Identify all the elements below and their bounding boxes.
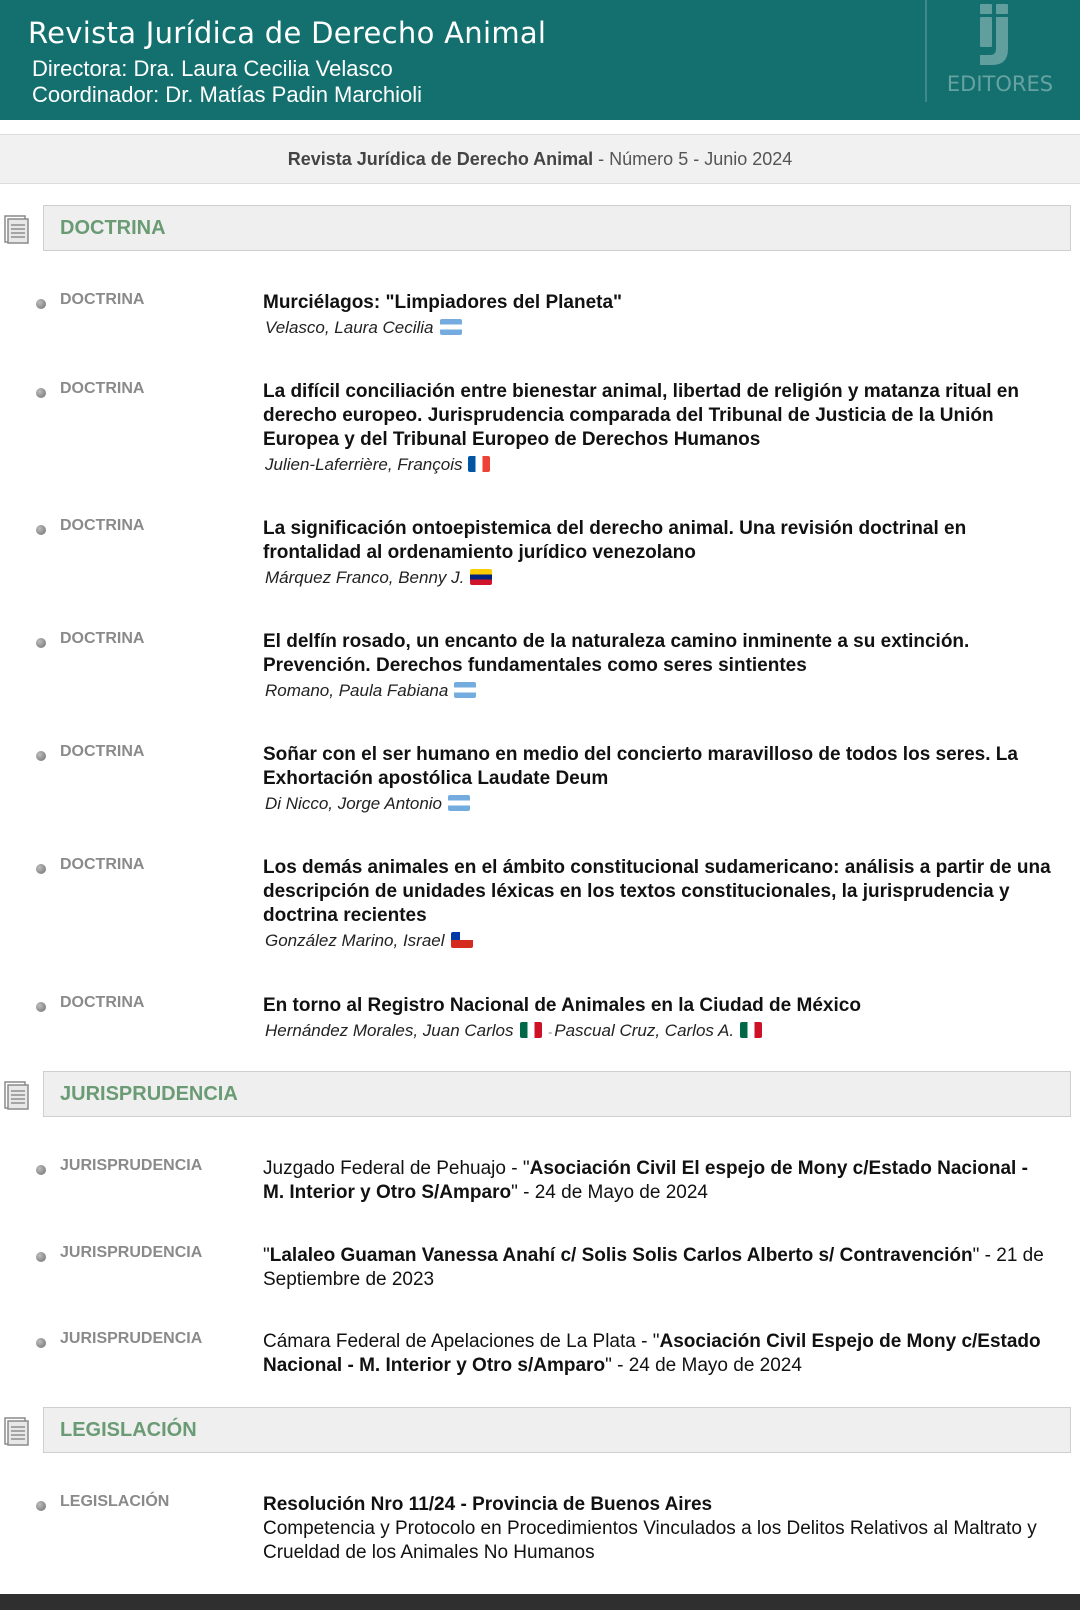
directora-line: Directora: Dra. Laura Cecilia Velasco — [32, 56, 393, 81]
issue-bar — [0, 134, 1080, 184]
section-title: JURISPRUDENCIA — [60, 1083, 238, 1105]
item-category: DOCTRINA — [60, 743, 145, 760]
author-name[interactable]: Velasco, Laura Cecilia — [265, 318, 434, 337]
author-line — [265, 1018, 1053, 1045]
coordinador-line: Coordinador: Dr. Matías Padin Marchioli — [32, 82, 423, 107]
bullet-icon — [36, 525, 46, 535]
item-category: JURISPRUDENCIA — [60, 1157, 203, 1174]
case-link[interactable] — [263, 1157, 1053, 1205]
publisher-name: EDITORES — [946, 72, 1054, 96]
author-line — [265, 791, 1053, 817]
item-category: DOCTRINA — [60, 856, 145, 873]
argentina-flag-icon — [440, 319, 462, 335]
argentina-flag-icon — [454, 682, 476, 698]
document-stack-icon — [4, 1415, 30, 1447]
article-title-link[interactable]: La difícil conciliación entre bienestar animal, libertad de religión y matanza ritual en derecho europeo. Jurisprudencia comparada del Tribunal de Justicia de la Unión Europea y del Tribunal Europeo de Derechos Humanos — [263, 381, 1019, 450]
section-title: DOCTRINA — [60, 217, 166, 239]
footer-bar — [0, 1594, 1080, 1610]
author-line — [265, 928, 1053, 954]
legislation-subtitle: Competencia y Protocolo en Procedimientos Vinculados a los Delitos Relativos al Maltrato y Crueldad de los Animales No Humanos — [263, 1518, 1037, 1563]
bullet-icon — [36, 1002, 46, 1012]
argentina-flag-icon — [448, 795, 470, 811]
bullet-icon — [36, 751, 46, 761]
author-name[interactable]: Julien-Laferrière, François — [265, 455, 463, 474]
author-line — [265, 565, 1053, 591]
section-header-jurisprudencia — [0, 1071, 1080, 1117]
item-category: LEGISLACIÓN — [60, 1493, 170, 1510]
bullet-icon — [36, 1501, 46, 1511]
item-category: DOCTRINA — [60, 994, 145, 1011]
legislation-title-link[interactable]: Resolución Nro 11/24 - Provincia de Buenos Aires — [263, 1494, 713, 1515]
case-date: " - 21 de Septiembre de 2023 — [263, 1245, 1044, 1290]
section-title: LEGISLACIÓN — [60, 1419, 197, 1441]
item-category: DOCTRINA — [60, 291, 145, 308]
france-flag-icon — [468, 456, 490, 472]
author-name[interactable]: Romano, Paula Fabiana — [265, 681, 449, 700]
journal-header — [0, 0, 1080, 120]
case-link[interactable] — [263, 1244, 1053, 1292]
header-divider — [925, 0, 927, 102]
journal-title: Revista Jurídica de Derecho Animal — [28, 16, 547, 50]
article-title-link[interactable]: El delfín rosado, un encanto de la naturaleza camino inminente a su extinción. Prevención. Derechos fundamentales como seres sintientes — [263, 631, 970, 676]
bullet-icon — [36, 1252, 46, 1262]
article-title-link[interactable]: Murciélagos: "Limpiadores del Planeta" — [263, 292, 623, 313]
item-category: DOCTRINA — [60, 630, 145, 647]
case-date: " - 24 de Mayo de 2024 — [511, 1182, 708, 1203]
author-name[interactable]: Pascual Cruz, Carlos A. — [554, 1021, 735, 1040]
mexico-flag-icon — [520, 1022, 542, 1038]
section-header-legislacion — [0, 1407, 1080, 1453]
issue-details: - Número 5 - Junio 2024 — [593, 149, 793, 169]
case-title: Asociación Civil Espejo de Mony c/Estado Nacional - M. Interior y Otro s/Amparo — [263, 1331, 1041, 1376]
section-box — [43, 205, 1071, 251]
item-category: JURISPRUDENCIA — [60, 1244, 203, 1261]
document-stack-icon — [4, 1079, 30, 1111]
case-court: Juzgado Federal de Pehuajo - " — [263, 1158, 530, 1179]
mexico-flag-icon — [740, 1022, 762, 1038]
bullet-icon — [36, 1165, 46, 1175]
section-box — [43, 1407, 1071, 1453]
article-title-link[interactable]: Los demás animales en el ámbito constitucional sudamericano: análisis a partir de una descripción de unidades léxicas en los textos constitucionales, la jurisprudencia y doctrina recientes — [263, 857, 1051, 926]
author-line — [265, 678, 1053, 704]
publisher-logo[interactable] — [945, 2, 1055, 102]
article-title-link[interactable]: La significación ontoepistemica del derecho animal. Una revisión doctrinal en frontalidad al ordenamiento jurídico venezolano — [263, 518, 967, 563]
author-name[interactable]: Hernández Morales, Juan Carlos — [265, 1021, 514, 1040]
bullet-icon — [36, 299, 46, 309]
section-header-doctrina — [0, 205, 1080, 251]
section-box — [43, 1071, 1071, 1117]
author-name[interactable]: Márquez Franco, Benny J. — [265, 568, 465, 587]
bullet-icon — [36, 1338, 46, 1348]
article-title-link[interactable]: En torno al Registro Nacional de Animales en la Ciudad de México — [263, 995, 861, 1016]
author-line — [265, 315, 1053, 341]
article-title-link[interactable]: Soñar con el ser humano en medio del concierto maravilloso de todos los seres. La Exhortación apostólica Laudate Deum — [263, 744, 1018, 789]
item-category: DOCTRINA — [60, 517, 145, 534]
author-name[interactable]: Di Nicco, Jorge Antonio — [265, 794, 443, 813]
case-title: Asociación Civil El espejo de Mony c/Estado Nacional - M. Interior y Otro S/Amparo — [263, 1158, 1028, 1203]
case-court: Cámara Federal de Apelaciones de La Plata - " — [263, 1331, 660, 1352]
case-link[interactable] — [263, 1330, 1053, 1378]
issue-journal-name: Revista Jurídica de Derecho Animal — [287, 149, 594, 169]
author-name[interactable]: González Marino, Israel — [265, 931, 445, 950]
venezuela-flag-icon — [470, 569, 492, 585]
bullet-icon — [36, 864, 46, 874]
author-line — [265, 452, 1053, 478]
document-stack-icon — [4, 213, 30, 245]
case-date: " - 24 de Mayo de 2024 — [605, 1355, 802, 1376]
item-category: DOCTRINA — [60, 380, 145, 397]
bullet-icon — [36, 388, 46, 398]
author-separator: - — [548, 1025, 553, 1039]
case-title: Lalaleo Guaman Vanessa Anahí c/ Solis Solis Carlos Alberto s/ Contravención — [269, 1245, 973, 1266]
bullet-icon — [36, 638, 46, 648]
ij-logo-icon — [945, 2, 1055, 74]
chile-flag-icon — [451, 932, 473, 948]
case-court: " — [263, 1245, 270, 1266]
item-category: JURISPRUDENCIA — [60, 1330, 203, 1347]
